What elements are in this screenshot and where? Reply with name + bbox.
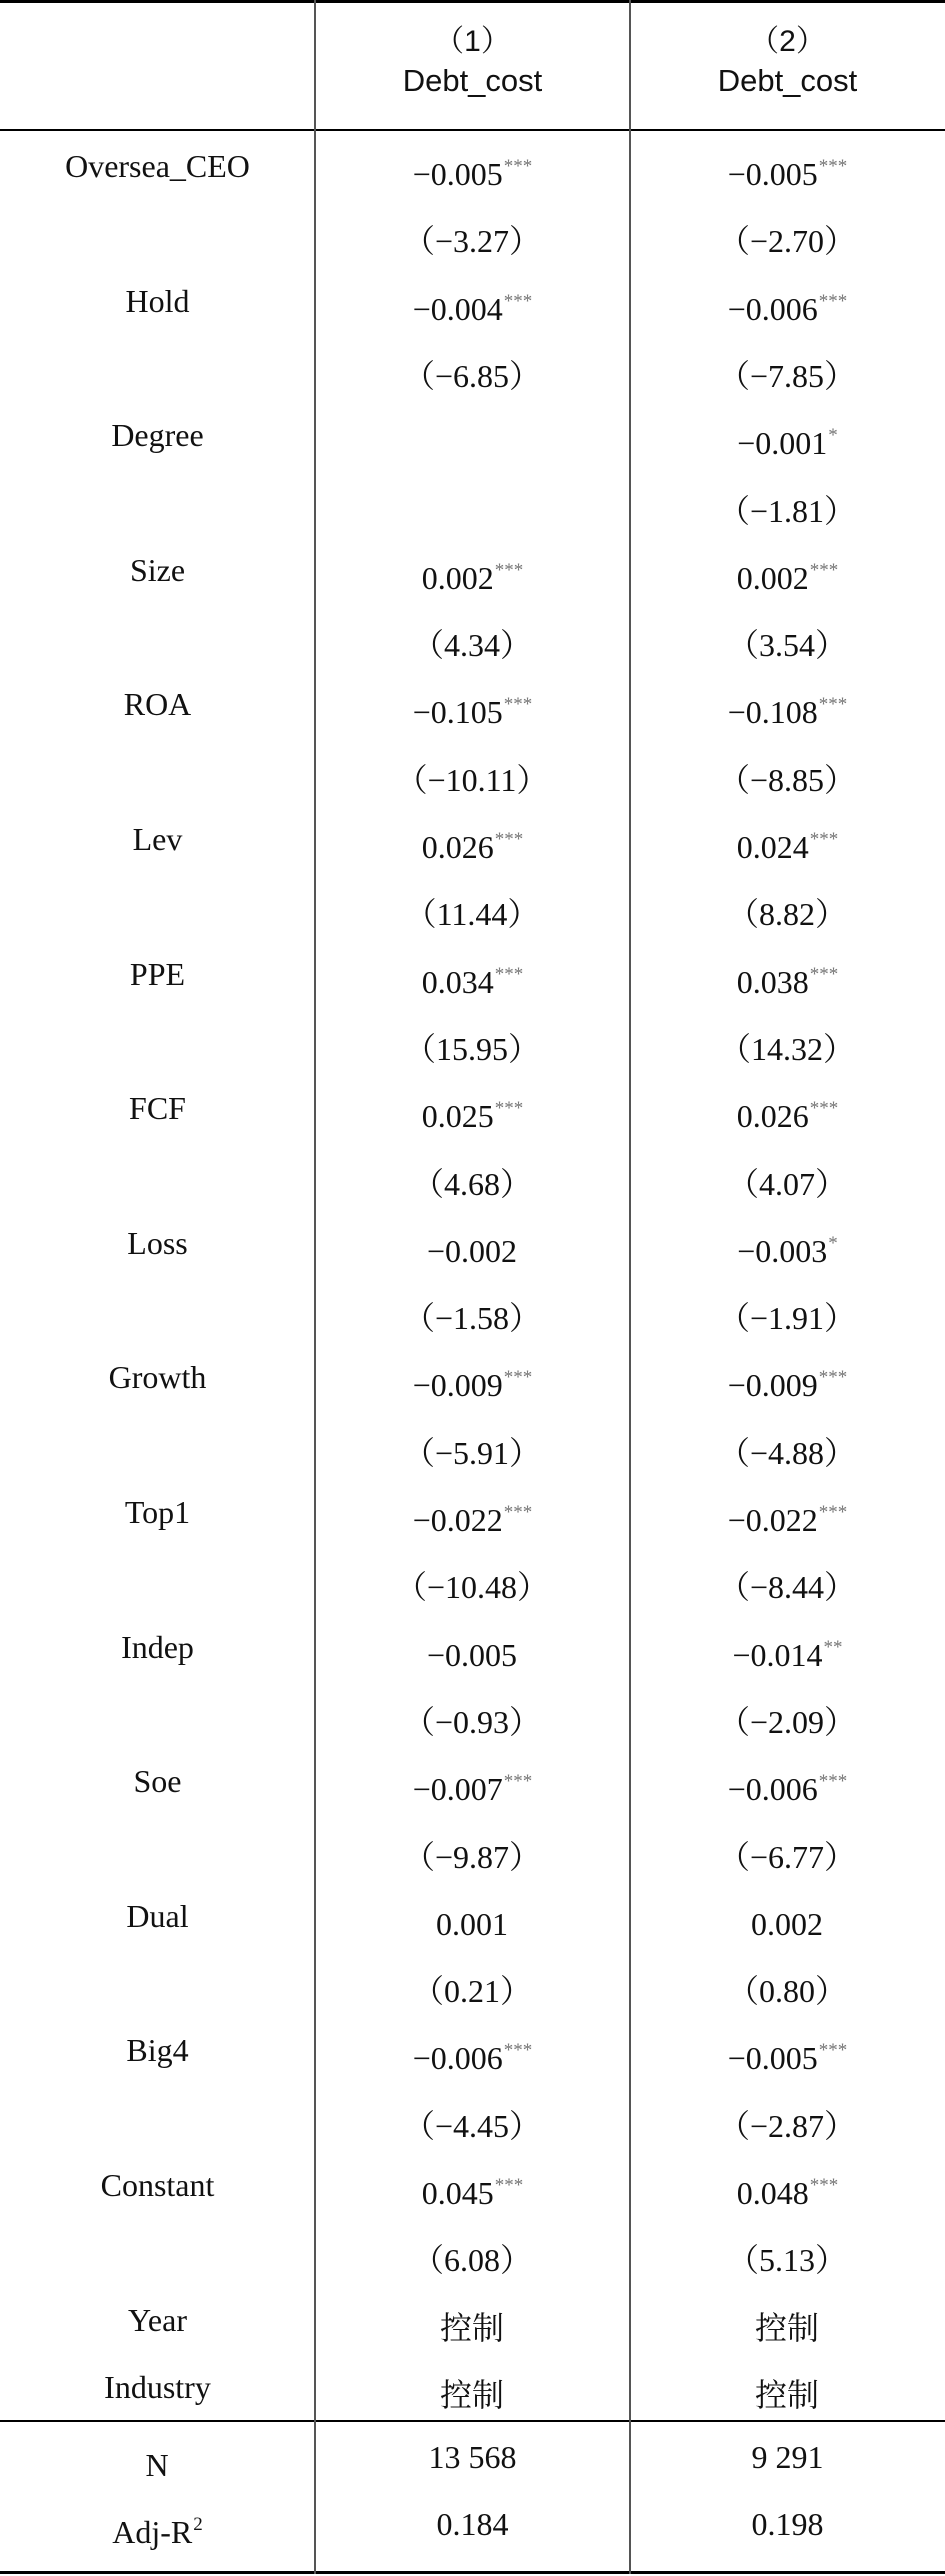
significance-stars: ***: [818, 156, 848, 177]
superscript: 2: [193, 2514, 203, 2535]
model-1-cell: [315, 1412, 630, 1479]
cell-value: −0.005: [727, 2040, 818, 2076]
significance-stars: ***: [494, 2175, 524, 2196]
coefficient-row: [0, 2354, 945, 2421]
header-rule: [0, 129, 945, 131]
cell-value: 0.048: [736, 2175, 809, 2211]
coefficient-row: [0, 671, 945, 738]
significance-stars: ***: [809, 2175, 839, 2196]
cell-value: （−1.91）: [717, 1300, 857, 1336]
model-2-cell: [630, 537, 945, 604]
t-statistic-row: [0, 335, 945, 402]
model-2-cell: [630, 873, 945, 940]
significance-stars: ***: [818, 1502, 848, 1523]
model-1-cell: [315, 604, 630, 671]
variable-name: Industry: [104, 2369, 211, 2405]
variable-name: Loss: [127, 1225, 188, 1261]
summary-row: [0, 2424, 945, 2491]
significance-stars: ***: [503, 2040, 533, 2061]
significance-stars: ***: [818, 694, 848, 715]
model-2-cell: [630, 133, 945, 200]
variable-name: [0, 1277, 315, 1344]
significance-stars: ***: [818, 2040, 848, 2061]
model-1-cell: [315, 1681, 630, 1748]
cell-value: −0.006: [727, 291, 818, 327]
significance-stars: ***: [503, 1502, 533, 1523]
cell-value: −0.005: [412, 156, 503, 192]
model-1-cell: [315, 200, 630, 267]
model-1-cell: 13 568: [428, 2439, 517, 2475]
t-statistic-row: [0, 1143, 945, 1210]
cell-value: −0.009: [727, 1367, 818, 1403]
cell-value: （0.21）: [411, 1973, 532, 2009]
variable-name: Lev: [132, 821, 183, 857]
significance-stars: *: [828, 1233, 838, 1254]
t-statistic-row: [0, 1277, 945, 1344]
significance-stars: **: [823, 1637, 843, 1658]
cell-value: −0.005: [426, 1637, 518, 1673]
model-2-cell: [630, 200, 945, 267]
cell-value: 0.024: [736, 829, 809, 865]
model-2-cell: [630, 1883, 945, 1950]
cell-value: （−5.91）: [402, 1435, 542, 1471]
cell-value: （11.44）: [404, 896, 540, 932]
significance-stars: ***: [809, 964, 839, 985]
cell-value: （−9.87）: [402, 1839, 542, 1875]
cell-value: （4.68）: [411, 1166, 532, 1202]
t-statistic-row: [0, 200, 945, 267]
model-2-cell: [630, 1143, 945, 1210]
model-2-cell: [630, 2017, 945, 2084]
significance-stars: ***: [494, 560, 524, 581]
variable-name: Year: [128, 2302, 187, 2338]
variable-name: Soe: [133, 1763, 182, 1799]
cell-value: −0.003: [737, 1233, 828, 1269]
cell-value: （−8.44）: [717, 1569, 857, 1605]
cell-value: −0.006: [727, 1771, 818, 1807]
t-statistic-row: [0, 1412, 945, 1479]
cell-value: 0.026: [736, 1098, 809, 1134]
t-statistic-row: [0, 739, 945, 806]
variable-name: [0, 873, 315, 940]
model-2-cell: [630, 1614, 945, 1681]
cell-value: （−8.85）: [717, 762, 857, 798]
variable-name: Constant: [100, 2167, 215, 2203]
model-2-cell: [630, 1681, 945, 1748]
model-1-cell: [315, 1479, 630, 1546]
model-1-cell: [315, 1008, 630, 1075]
model-1-cell: [315, 335, 630, 402]
model-1-cell: [315, 1950, 630, 2017]
column-header-1: [315, 23, 630, 101]
t-statistic-row: [0, 470, 945, 537]
cell-value: −0.022: [412, 1502, 503, 1538]
variable-name: [0, 1143, 315, 1210]
model-1-cell: [315, 470, 630, 537]
coefficient-row: [0, 2152, 945, 2219]
variable-name: PPE: [129, 956, 186, 992]
summary-label: [0, 2424, 315, 2491]
cell-value: 0.002: [421, 560, 494, 596]
model-2-cell: [630, 1008, 945, 1075]
model-1-cell: [315, 671, 630, 738]
cell-value: −0.004: [412, 291, 503, 327]
dependent-variable-label: Debt_cost: [402, 63, 543, 98]
cell-value: 0.002: [736, 560, 809, 596]
model-2-cell: [630, 1210, 945, 1277]
significance-stars: ***: [494, 964, 524, 985]
coefficient-row: [0, 1075, 945, 1142]
significance-stars: ***: [494, 1098, 524, 1119]
model-2-cell: [630, 1546, 945, 1613]
cell-value: （−6.77）: [717, 1839, 857, 1875]
variable-name: [0, 1816, 315, 1883]
cell-value: （5.13）: [726, 2242, 847, 2278]
cell-value: 控制: [754, 2377, 819, 2413]
variable-name: [0, 1681, 315, 1748]
cell-value: −0.007: [412, 1771, 503, 1807]
cell-value: 0.002: [751, 1906, 823, 1942]
cell-value: 控制: [439, 2377, 504, 2413]
cell-value: （−10.48）: [394, 1569, 550, 1605]
cell-value: （−4.88）: [717, 1435, 857, 1471]
model-1-cell: [315, 2152, 630, 2219]
cell-value: （−0.93）: [402, 1704, 542, 1740]
model-2-cell: [630, 1277, 945, 1344]
cell-value: （−3.27）: [402, 223, 542, 259]
cell-value: （4.07）: [726, 1166, 847, 1202]
variable-name: FCF: [129, 1090, 186, 1126]
model-2-cell: 0.198: [751, 2506, 824, 2542]
column-header-2: [630, 23, 945, 101]
variable-name: [0, 200, 315, 267]
model-2-cell: [630, 671, 945, 738]
variable-name: [0, 1412, 315, 1479]
cell-value: −0.014: [732, 1637, 823, 1673]
cell-value: −0.005: [727, 156, 818, 192]
cell-value: （−10.11）: [395, 762, 549, 798]
coefficient-row: [0, 1344, 945, 1411]
t-statistic-row: [0, 1681, 945, 1748]
coefficient-row: [0, 133, 945, 200]
model-1-cell: 0.184: [436, 2506, 509, 2542]
coefficient-row: [0, 402, 945, 469]
t-statistic-row: [0, 1816, 945, 1883]
cell-value: （−2.09）: [717, 1704, 857, 1740]
model-1-cell: [315, 1143, 630, 1210]
coefficient-row: [0, 537, 945, 604]
cell-value: 控制: [439, 2310, 504, 2346]
model-1-cell: [315, 806, 630, 873]
variable-name: Big4: [126, 2032, 189, 2068]
model-1-cell: [315, 1816, 630, 1883]
variable-name: Degree: [111, 417, 204, 453]
t-statistic-row: [0, 1950, 945, 2017]
variable-name: [0, 470, 315, 537]
cell-value: （−4.45）: [402, 2108, 542, 2144]
significance-stars: ***: [503, 156, 533, 177]
variable-name: Growth: [108, 1359, 207, 1395]
significance-stars: ***: [503, 1771, 533, 1792]
model-1-cell: [315, 739, 630, 806]
cell-value: 0.001: [436, 1906, 508, 1942]
summary-label-text: Adj-R: [112, 2514, 193, 2550]
coefficient-row: [0, 1479, 945, 1546]
significance-stars: ***: [809, 829, 839, 850]
model-2-cell: [630, 1344, 945, 1411]
coefficient-row: [0, 941, 945, 1008]
significance-stars: ***: [809, 560, 839, 581]
variable-name: [0, 1950, 315, 2017]
model-1-cell: [315, 2017, 630, 2084]
cell-value: 0.045: [421, 2175, 494, 2211]
variable-name: [0, 1008, 315, 1075]
variable-name: Hold: [125, 283, 190, 319]
summary-label: [0, 2491, 315, 2558]
cell-value: −0.002: [426, 1233, 518, 1269]
model-1-cell: [315, 402, 630, 469]
coefficient-row: [0, 806, 945, 873]
cell-value: （14.32）: [718, 1031, 855, 1067]
model-2-cell: [630, 2152, 945, 2219]
cell-value: −0.009: [412, 1367, 503, 1403]
cell-value: 0.025: [421, 1098, 494, 1134]
cell-value: （−1.58）: [402, 1300, 542, 1336]
cell-value: （−6.85）: [402, 358, 542, 394]
significance-stars: ***: [494, 829, 524, 850]
t-statistic-row: [0, 2219, 945, 2286]
model-2-cell: [630, 335, 945, 402]
significance-stars: ***: [809, 1098, 839, 1119]
summary-label-text: N: [145, 2447, 169, 2483]
coefficient-row: [0, 268, 945, 335]
model-2-cell: [630, 739, 945, 806]
variable-name: [0, 2219, 315, 2286]
model-2-cell: [630, 1412, 945, 1479]
model-1-cell: [315, 1883, 630, 1950]
significance-stars: ***: [818, 1367, 848, 1388]
variable-name: Top1: [124, 1494, 191, 1530]
variable-name: [0, 335, 315, 402]
model-1-cell: [315, 537, 630, 604]
cell-value: （3.54）: [726, 627, 847, 663]
summary-row: [0, 2491, 945, 2558]
cell-value: 0.038: [736, 964, 809, 1000]
model-1-cell: [315, 2085, 630, 2152]
variable-name: Indep: [121, 1629, 194, 1665]
cell-value: −0.001: [737, 425, 828, 461]
model-1-cell: [315, 941, 630, 1008]
model-2-cell: [630, 1950, 945, 2017]
significance-stars: ***: [503, 291, 533, 312]
cell-value: 0.034: [421, 964, 494, 1000]
bottom-rule: [0, 2571, 945, 2574]
model-1-cell: [315, 1277, 630, 1344]
cell-value: （8.82）: [726, 896, 847, 932]
variable-name: Dual: [126, 1898, 189, 1934]
model-2-cell: [630, 402, 945, 469]
cell-value: （−2.70）: [717, 223, 857, 259]
model-1-cell: [315, 1748, 630, 1815]
cell-value: （6.08）: [411, 2242, 532, 2278]
column-number: （2）: [749, 25, 826, 58]
model-1-cell: [315, 1614, 630, 1681]
model-1-cell: [315, 873, 630, 940]
model-2-cell: [630, 470, 945, 537]
cell-value: −0.108: [727, 694, 818, 730]
model-2-cell: [630, 604, 945, 671]
model-1-cell: [315, 133, 630, 200]
significance-stars: ***: [503, 1367, 533, 1388]
model-2-cell: [630, 806, 945, 873]
model-2-cell: 9 291: [751, 2439, 824, 2475]
cell-value: −0.022: [727, 1502, 818, 1538]
model-2-cell: [630, 1479, 945, 1546]
model-2-cell: [630, 2354, 945, 2421]
dependent-variable-label: Debt_cost: [717, 63, 858, 98]
cell-value: （−2.87）: [717, 2108, 857, 2144]
model-1-cell: [315, 1344, 630, 1411]
t-statistic-row: [0, 1546, 945, 1613]
t-statistic-row: [0, 604, 945, 671]
coefficient-row: [0, 1210, 945, 1277]
model-2-cell: [630, 2219, 945, 2286]
cell-value: （−7.85）: [717, 358, 857, 394]
variable-name: [0, 739, 315, 806]
column-number: （1）: [434, 25, 511, 58]
cell-value: −0.006: [412, 2040, 503, 2076]
t-statistic-row: [0, 873, 945, 940]
variable-name: ROA: [123, 686, 192, 722]
significance-stars: *: [828, 425, 838, 446]
model-1-cell: [315, 2219, 630, 2286]
significance-stars: ***: [503, 694, 533, 715]
cell-value: 控制: [754, 2310, 819, 2346]
variable-name: [0, 2085, 315, 2152]
model-2-cell: [630, 941, 945, 1008]
cell-value: （4.34）: [411, 627, 532, 663]
significance-stars: ***: [818, 291, 848, 312]
variable-name: Size: [129, 552, 186, 588]
model-1-cell: [315, 1210, 630, 1277]
significance-stars: ***: [818, 1771, 848, 1792]
cell-value: （0.80）: [726, 1973, 847, 2009]
model-1-cell: [315, 1546, 630, 1613]
cell-value: （−1.81）: [717, 493, 857, 529]
model-1-cell: [315, 268, 630, 335]
coefficient-row: [0, 1614, 945, 1681]
model-2-cell: [630, 268, 945, 335]
coefficient-row: [0, 1748, 945, 1815]
cell-value: −0.105: [412, 694, 503, 730]
model-2-cell: [630, 2085, 945, 2152]
model-1-cell: [315, 1075, 630, 1142]
model-2-cell: [630, 1816, 945, 1883]
t-statistic-row: [0, 1008, 945, 1075]
variable-name: [0, 1546, 315, 1613]
top-rule: [0, 0, 945, 3]
model-2-cell: [630, 1075, 945, 1142]
model-1-cell: [315, 2354, 630, 2421]
coefficient-row: [0, 2287, 945, 2354]
cell-value: 0.026: [421, 829, 494, 865]
variable-name: [0, 604, 315, 671]
model-2-cell: [630, 2287, 945, 2354]
model-1-cell: [315, 2287, 630, 2354]
coefficient-row: [0, 1883, 945, 1950]
model-2-cell: [630, 1748, 945, 1815]
cell-value: （15.95）: [403, 1031, 540, 1067]
t-statistic-row: [0, 2085, 945, 2152]
coefficient-row: [0, 2017, 945, 2084]
variable-name: Oversea_CEO: [65, 148, 250, 184]
